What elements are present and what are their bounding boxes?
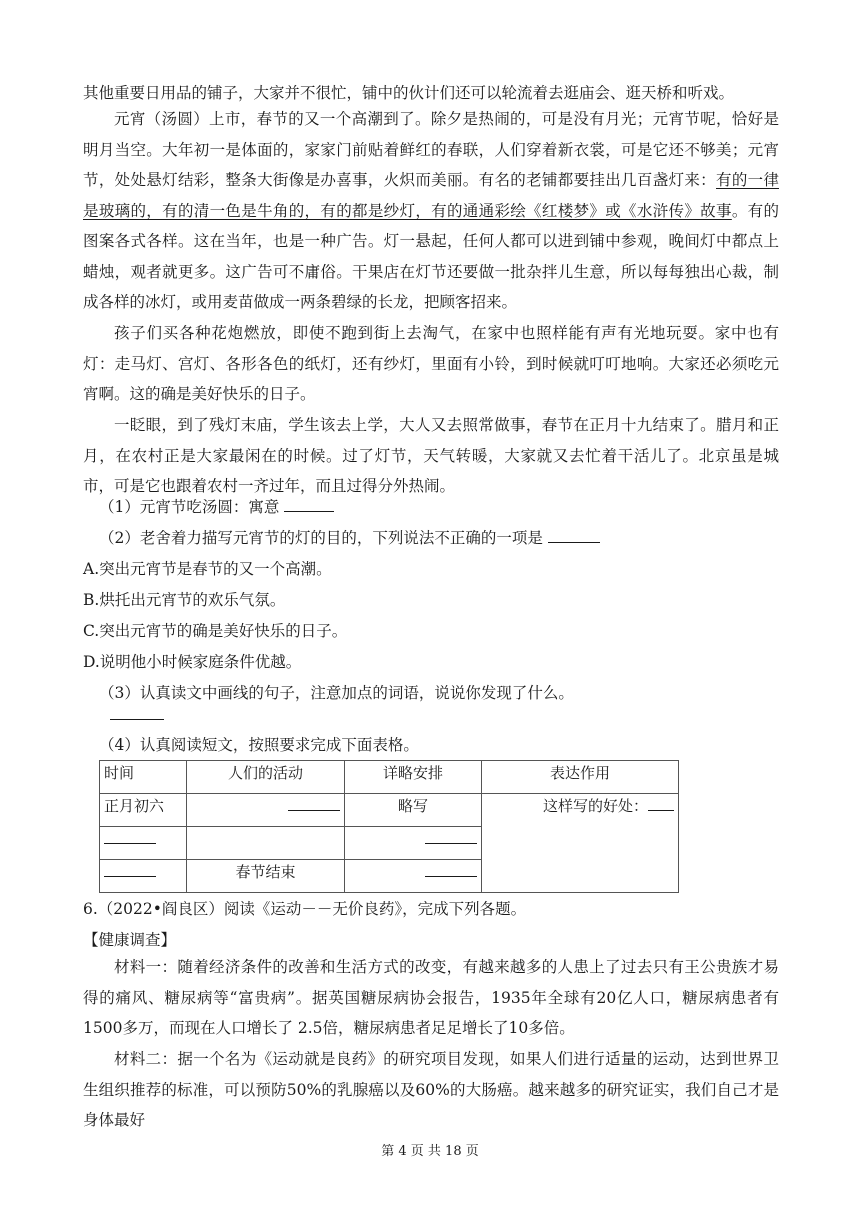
paragraph-2-text-b: 。有的图案各式各样。这在当年，也是一种广告。灯一悬起，任何人都可以进到铺中参观，晚间灯中都点上蜡烛，观者就更多。这广告可不庸俗。干果店在灯节还要做一批杂拌儿生意，所以每每独出心裁，制成各样的冰灯，或用麦苗做成一两条碧绿的长龙，把顾客招来。 <box>83 201 779 311</box>
cell-detail[interactable] <box>345 827 482 860</box>
answer-blank[interactable] <box>648 796 674 811</box>
question-1-text: （1）元宵节吃汤圆：寓意 <box>99 498 280 516</box>
option-c: C.突出元宵节的确是美好快乐的日子。 <box>83 622 348 640</box>
header-effect: 表达作用 <box>482 761 679 794</box>
question-3: （3）认真读文中画线的句子，注意加点的词语，说说你发现了什么。 <box>99 684 574 702</box>
question-2-text: （2）老舍着力描写元宵节的灯的目的，下列说法不正确的一项是 <box>99 529 543 547</box>
answer-blank[interactable] <box>104 862 156 877</box>
cell-time: 正月初六 <box>100 794 187 827</box>
paragraph-4: 一眨眼，到了残灯末庙，学生该去上学，大人又去照常做事，春节在正月十九结束了。腊月和正月，在农村正是大家最闲在的时候。过了灯节，天气转暖，大家就又去忙着干活儿了。北京虽是城市，可是它也跟着农村一齐过年，而且过得分外热闹。 <box>83 416 779 495</box>
answer-blank[interactable] <box>104 829 156 844</box>
answer-blank[interactable] <box>425 829 477 844</box>
material-2: 材料二：据一个名为《运动就是良药》的研究项目发现，如果人们进行适量的运动，达到世界卫生组织推荐的标准，可以预防50%的乳腺癌以及60%的大肠癌。越来越多的研究证实，我们自己才是身体最好 <box>83 1050 779 1129</box>
page-footer: 第 4 页 共 18 页 <box>381 1144 479 1159</box>
cell-activity <box>187 827 345 860</box>
question-1 <box>99 497 334 517</box>
cell-time[interactable] <box>100 860 187 893</box>
answer-blank[interactable] <box>548 528 600 543</box>
cell-activity[interactable] <box>187 794 345 827</box>
paragraph-2-text-a: 元宵（汤圆）上市，春节的又一个高潮到了。除夕是热闹的，可是没有月光；元宵节呢，恰好是明月当空。大年初一是体面的，家家门前贴着鲜红的春联，人们穿着新衣裳，可是它还不够美；元宵节，处处悬灯结彩，整条大街像是办喜事，火炽而美丽。有名的老铺都要挂出几百盏灯来： <box>83 110 779 189</box>
paragraph-1: 其他重要日用品的铺子，大家并不很忙，铺中的伙计们还可以轮流着去逛庙会、逛天桥和听戏。 <box>83 84 735 102</box>
section-6-subhead: 【健康调查】 <box>83 931 177 949</box>
question-2 <box>99 528 600 548</box>
header-detail: 详略安排 <box>345 761 482 794</box>
material-1: 材料一：随着经济条件的改善和生活方式的改变，有越来越多的人患上了过去只有王公贵族才易得的痛风、糖尿病等“富贵病”。据英国糖尿病协会报告，1935年全球有20亿人口，糖尿病患者有1500多万，而现在人口增长了 2.5倍，糖尿病患者足足增长了10多倍。 <box>83 958 779 1037</box>
cell-effect <box>482 794 679 893</box>
answer-blank[interactable] <box>284 497 334 512</box>
answer-blank[interactable] <box>110 705 164 720</box>
paragraph-3: 孩子们买各种花炮燃放，即使不跑到街上去淘气，在家中也照样能有声有光地玩耍。家中也有灯：走马灯、宫灯、各形各色的纸灯，还有纱灯，里面有小铃，到时候就叮叮地响。大家还必须吃元宵啊。这的确是美好快乐的日子。 <box>83 324 779 403</box>
effect-label: 这样写的好处： <box>542 797 648 815</box>
table-row <box>100 794 679 827</box>
answer-blank[interactable] <box>288 796 340 811</box>
cell-activity: 春节结束 <box>187 860 345 893</box>
cell-detail[interactable] <box>345 860 482 893</box>
option-a: A.突出元宵节是春节的又一个高潮。 <box>83 560 332 578</box>
answer-table <box>99 760 679 893</box>
option-b: B.烘托出元宵节的欢乐气氛。 <box>83 591 286 609</box>
cell-time[interactable] <box>100 827 187 860</box>
header-time: 时间 <box>100 761 187 794</box>
underlined-sentence: 有的一律是玻璃的，有的清一色是牛角的，有的都是纱灯，有的通通彩绘《红楼梦》或《水浒传》故事 <box>83 171 779 220</box>
answer-blank[interactable] <box>425 862 477 877</box>
option-d: D.说明他小时候家庭条件优越。 <box>83 653 302 671</box>
section-6-title: 6.（2022•阎良区）阅读《运动－－无价良药》，完成下列各题。 <box>83 900 527 918</box>
cell-detail: 略写 <box>345 794 482 827</box>
table-header-row <box>100 761 679 794</box>
question-4: （4）认真阅读短文，按照要求完成下面表格。 <box>99 736 419 754</box>
header-activity: 人们的活动 <box>187 761 345 794</box>
paragraph-2 <box>83 104 779 318</box>
